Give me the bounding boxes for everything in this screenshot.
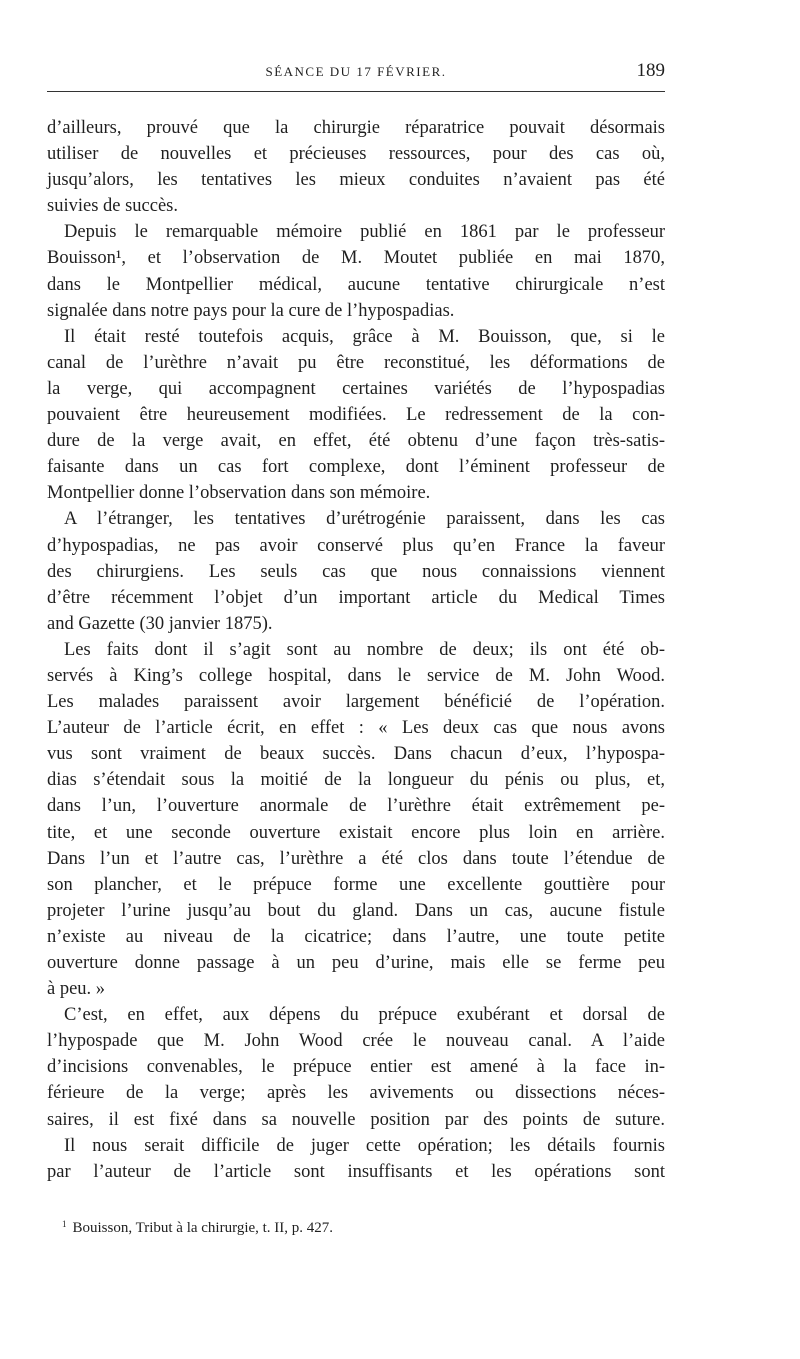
header-rule [47,91,665,92]
text-line: son plancher, et le prépuce forme une excellente gouttière pour [47,874,665,895]
text-line: projeter l’urine jusqu’au bout du gland. Dans un cas, aucune fistule [47,900,665,921]
text-line: dans le Montpellier médical, aucune tentative chirurgicale n’est [47,274,665,295]
text-line: and Gazette (30 janvier 1875). [47,613,273,634]
text-line: Dans l’un et l’autre cas, l’urèthre a été clos dans toute l’étendue de [47,848,665,869]
text-line: Il nous serait difficile de juger cette opération; les détails fournis [64,1135,665,1156]
text-line: C’est, en effet, aux dépens du prépuce exubérant et dorsal de [64,1005,665,1026]
text-line: férieure de la verge; après les avivements ou dissections néces- [47,1083,665,1104]
text-line: utiliser de nouvelles et précieuses ressources, pour des cas où, [47,144,665,165]
text-line: servés à King’s college hospital, dans le service de M. John Wood. [47,665,665,686]
text-line: saires, il est fixé dans sa nouvelle position par des points de suture. [47,1109,665,1130]
text-line: faisante dans un cas fort complexe, dont l’éminent professeur de [47,457,665,478]
text-line: n’existe au niveau de la cicatrice; dans l’autre, une toute petite [47,926,665,947]
footnote [62,1214,333,1238]
text-line: suivies de succès. [47,196,179,217]
text-line: jusqu’alors, les tentatives les mieux conduites n’avaient pas été [47,170,665,191]
text-line: l’hypospade que M. John Wood crée le nouveau canal. A l’aide [47,1031,665,1052]
text-line: dure de la verge avait, en effet, été obtenu d’une façon très-satis- [47,431,665,452]
text-line: Montpellier donne l’observation dans son mémoire. [47,483,431,504]
text-line: Les malades paraissent avoir largement bénéficié de l’opération. [47,692,665,713]
text-line: d’être récemment l’objet d’un important article du Medical Times [47,587,665,608]
page-number: 189 [636,60,665,81]
text-line: canal de l’urèthre n’avait pu être reconstitué, les déformations de [47,352,665,373]
running-title: SÉANCE DU 17 FÉVRIER. [265,64,447,79]
text-line: d’incisions convenables, le prépuce entier est amené à la face in- [47,1057,665,1078]
text-line: Depuis le remarquable mémoire publié en 1861 par le professeur [64,222,665,243]
text-line: signalée dans notre pays pour la cure de l’hypospadias. [47,300,455,321]
text-line: dias s’étendait sous la moitié de la longueur du pénis ou plus, et, [47,770,665,791]
text-line: Bouisson¹, et l’observation de M. Moutet publiée en mai 1870, [47,248,665,269]
text-line: L’auteur de l’article écrit, en effet : « Les deux cas que nous avons [47,718,665,739]
text-line: tite, et une seconde ouverture existait encore plus loin en arrière. [47,822,665,843]
text-line: pouvaient être heureusement modifiées. Le redressement de la con- [47,405,665,426]
text-line: A l’étranger, les tentatives d’urétrogénie paraissent, dans les cas [64,509,665,530]
page-header [47,60,665,94]
text-line: dans l’un, l’ouverture anormale de l’urèthre était extrêmement pe- [47,796,665,817]
text-line: d’ailleurs, prouvé que la chirurgie réparatrice pouvait désormais [47,118,665,138]
text-line: à peu. » [47,979,106,1000]
text-line: vus sont vraiment de beaux succès. Dans chacun d’eux, l’hypospa- [47,744,665,765]
text-line: Il était resté toutefois acquis, grâce à M. Bouisson, que, si le [64,326,665,347]
text-line: d’hypospadias, ne pas avoir conservé plus qu’en France la faveur [47,535,665,556]
text-line: la verge, qui accompagnent certaines variétés de l’hypospadias [47,378,665,399]
footnote-text: Bouisson, Tribut à la chirurgie, t. II, p. 427. [72,1220,334,1236]
text-line: ouverture donne passage à un peu d’urine, mais elle se ferme peu [47,953,665,973]
text-line: par l’auteur de l’article sont insuffisants et les opérations sont [47,1161,665,1182]
body-text [47,115,665,1185]
text-line: des chirurgiens. Les seuls cas que nous connaissions viennent [47,561,665,582]
footnote-mark: 1 [62,1219,67,1229]
text-line: Les faits dont il s’agit sont au nombre de deux; ils ont été ob- [64,639,665,660]
